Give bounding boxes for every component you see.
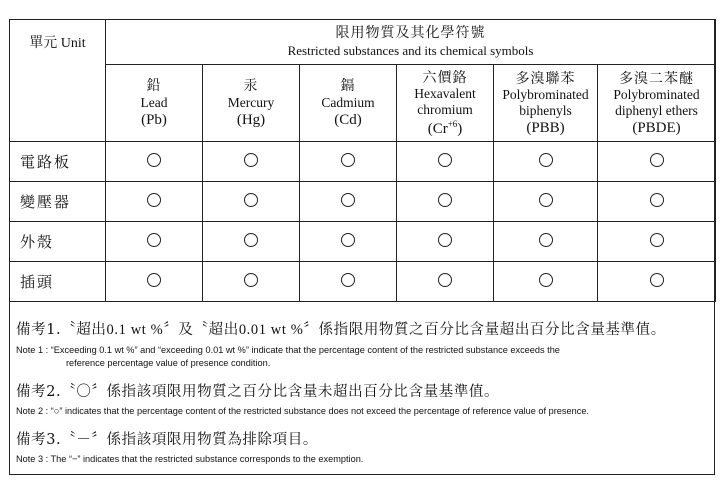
substance-name-en-line2: chromium	[417, 101, 473, 117]
circle-mark-icon	[438, 153, 452, 167]
note-1-en-line-1: Note 1 : “Exceeding 0.1 wt %” and “exceeding 0.01 wt %” indicate that the percentage content of the restricted substance exceeds the	[16, 345, 560, 355]
compliance-cell	[598, 262, 716, 302]
compliance-cell	[598, 222, 716, 262]
unit-header-cell	[10, 20, 106, 142]
substances-title-zh: 限用物質及其化學符號	[335, 25, 486, 42]
unit-name-cell: 電路板	[10, 142, 106, 182]
circle-mark-icon	[650, 273, 664, 287]
compliance-cell	[598, 182, 716, 222]
table-row	[10, 262, 716, 302]
substance-name-zh: 多溴聯苯	[515, 70, 576, 87]
compliance-cell	[106, 182, 203, 222]
circle-mark-icon	[539, 273, 553, 287]
substance-name-en-line1: Hexavalent	[414, 86, 476, 102]
table-header-row	[10, 20, 716, 65]
restricted-substances-table	[9, 19, 716, 302]
circle-mark-icon	[341, 193, 355, 207]
circle-mark-icon	[244, 273, 258, 287]
substance-symbol: (Cd)	[334, 112, 362, 129]
compliance-cell	[494, 222, 598, 262]
substance-name-en-line1: Polybrominated	[502, 87, 589, 103]
substance-header-mercury	[203, 65, 300, 142]
compliance-cell	[203, 262, 300, 302]
compliance-cell	[300, 182, 397, 222]
compliance-cell	[203, 182, 300, 222]
circle-mark-icon	[341, 273, 355, 287]
table-body	[10, 142, 716, 302]
compliance-cell	[397, 222, 494, 262]
note-3-en: Note 3 : The “−” indicates that the restricted substance corresponds to the exemption.	[16, 454, 364, 464]
circle-mark-icon	[650, 233, 664, 247]
circle-mark-icon	[539, 193, 553, 207]
substance-header-hexavalent-chromium	[397, 65, 494, 142]
circle-mark-icon	[650, 193, 664, 207]
substance-header-pbb	[494, 65, 598, 142]
substance-symbol	[397, 119, 493, 138]
table-row	[10, 182, 716, 222]
unit-label-zh: 單元	[29, 35, 58, 51]
symbol-superscript: +6	[447, 119, 458, 130]
circle-mark-icon	[147, 233, 161, 247]
circle-mark-icon	[244, 233, 258, 247]
note-1-zh-prefix: 備考1.〝超出	[16, 322, 107, 338]
compliance-cell	[106, 222, 203, 262]
table-row	[10, 222, 716, 262]
unit-name-cell: 插頭	[10, 262, 106, 302]
substance-name-zh: 鎘	[340, 78, 356, 95]
unit-name-cell: 外殼	[10, 222, 106, 262]
substance-symbol: (PBDE)	[632, 120, 681, 137]
substance-name-en: Cadmium	[321, 94, 375, 110]
circle-mark-icon	[539, 233, 553, 247]
substance-symbol: (PBB)	[526, 120, 565, 137]
substance-header-pbde	[598, 65, 716, 142]
compliance-cell	[203, 222, 300, 262]
compliance-cell	[397, 182, 494, 222]
substance-name-en: Mercury	[227, 94, 275, 110]
substance-name-en: Lead	[140, 94, 168, 110]
circle-mark-icon	[147, 153, 161, 167]
circle-mark-icon	[539, 153, 553, 167]
substance-name-en-line1: Polybrominated	[613, 87, 700, 103]
symbol-base: (Cr	[427, 121, 448, 138]
compliance-cell	[397, 142, 494, 182]
circle-mark-icon	[244, 153, 258, 167]
circle-mark-icon	[438, 193, 452, 207]
circle-mark-icon	[341, 233, 355, 247]
note-2-en: Note 2 : “○” indicates that the percentage content of the restricted substance does not exceed the percentage of reference value of presence.	[16, 406, 589, 416]
unit-name-cell: 變壓器	[10, 182, 106, 222]
substance-name-zh: 汞	[243, 78, 259, 95]
compliance-cell	[494, 142, 598, 182]
substances-title-en: Restricted substances and its chemical symbols	[287, 42, 534, 58]
note-1-zh-suffix: 〞係指限用物質之百分比含量超出百分比含量基準值。	[303, 322, 666, 338]
circle-mark-icon	[147, 273, 161, 287]
compliance-cell	[300, 222, 397, 262]
note-1-zh-middle: 〞及〝超出	[163, 322, 239, 338]
compliance-cell	[397, 262, 494, 302]
note-1-zh-value-1: 0.1 wt %	[106, 322, 164, 338]
substance-header-lead	[106, 65, 203, 142]
compliance-cell	[106, 262, 203, 302]
circle-mark-icon	[341, 153, 355, 167]
symbol-end: )	[457, 121, 463, 138]
circle-mark-icon	[244, 193, 258, 207]
compliance-cell	[598, 142, 716, 182]
substances-title-cell	[106, 20, 716, 65]
circle-mark-icon	[438, 233, 452, 247]
substance-header-cadmium	[300, 65, 397, 142]
substance-name-zh: 鉛	[146, 78, 162, 95]
note-1-zh-value-2: 0.01 wt %	[238, 322, 304, 338]
table-row	[10, 142, 716, 182]
compliance-cell	[300, 262, 397, 302]
note-1-en-line-2: reference percentage value of presence condition.	[66, 358, 271, 368]
substance-name-zh: 六價鉻	[422, 69, 468, 86]
compliance-cell	[494, 262, 598, 302]
circle-mark-icon	[650, 153, 664, 167]
substance-name-zh: 多溴二苯醚	[619, 70, 695, 87]
compliance-cell	[106, 142, 203, 182]
circle-mark-icon	[438, 273, 452, 287]
compliance-cell	[494, 182, 598, 222]
unit-label-en: Unit	[60, 36, 86, 51]
substance-symbol: (Pb)	[141, 112, 167, 129]
note-3-zh: 備考3.〝－〞係指該項限用物質為排除項目。	[16, 432, 318, 448]
compliance-cell	[203, 142, 300, 182]
substance-name-en-line2: biphenyls	[519, 102, 572, 118]
compliance-cell	[300, 142, 397, 182]
circle-mark-icon	[147, 193, 161, 207]
substance-header-row	[10, 65, 716, 142]
note-1-zh	[16, 318, 666, 339]
note-2-zh: 備考2.〝〇〞係指該項限用物質之百分比含量未超出百分比含量基準值。	[16, 384, 500, 400]
substance-symbol: (Hg)	[236, 112, 266, 129]
substance-name-en-line2: diphenyl ethers	[615, 102, 698, 118]
